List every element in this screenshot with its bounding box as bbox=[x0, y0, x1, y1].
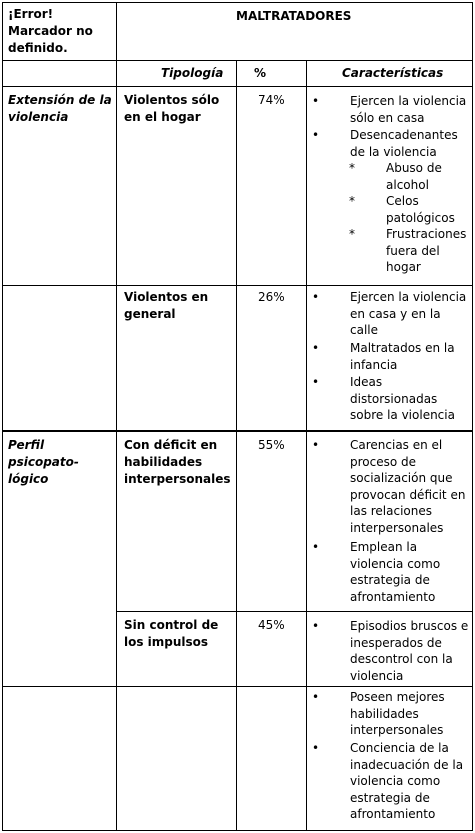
sub-item-text: Frustraciones fuera del hogar bbox=[386, 227, 467, 274]
list-item bbox=[310, 618, 472, 686]
caracteristicas-list bbox=[310, 689, 472, 825]
col-header-tipologia: Tipología bbox=[161, 66, 224, 80]
col-divider-3 bbox=[306, 60, 307, 831]
list-item bbox=[310, 93, 472, 127]
section-label-perfil: Perfil psicopato- lógico bbox=[8, 438, 79, 486]
section-divider bbox=[2, 430, 473, 432]
list-item bbox=[310, 437, 472, 539]
sub-item bbox=[310, 226, 472, 276]
caracteristicas-list bbox=[310, 437, 472, 607]
percent-cell: 45% bbox=[258, 618, 285, 632]
caracteristicas-list bbox=[310, 289, 472, 424]
col-header-caracteristicas: Características bbox=[342, 66, 444, 80]
tipologia-cell: Violentos sólo en el hogar bbox=[124, 93, 220, 124]
asterisk-icon: * bbox=[349, 161, 355, 175]
list-item bbox=[310, 289, 472, 340]
bullet-icon: • bbox=[312, 341, 320, 355]
list-item-text: Maltratados en la infancia bbox=[350, 341, 455, 372]
col-divider-1 bbox=[116, 2, 117, 831]
bullet-icon: • bbox=[312, 619, 320, 633]
subheader-divider bbox=[2, 86, 473, 87]
bullet-icon: • bbox=[312, 94, 320, 108]
list-item bbox=[310, 740, 472, 825]
tipologia-cell: Sin control de los impulsos bbox=[124, 618, 219, 649]
row-divider-2 bbox=[116, 611, 473, 612]
list-item-text: Ideas distorsionadas sobre la violencia bbox=[350, 375, 455, 422]
list-item-text: Carencias en el proceso de socialización que provocan déficit en las relaciones interpersonales bbox=[350, 438, 466, 535]
percent-cell: 26% bbox=[258, 290, 285, 304]
row-divider-1b bbox=[2, 285, 116, 286]
sub-item-text: Celos patológicos bbox=[386, 194, 455, 225]
bullet-icon: • bbox=[312, 128, 320, 142]
percent-cell: 74% bbox=[258, 93, 285, 107]
row-divider-3 bbox=[2, 686, 473, 687]
caracteristicas-list bbox=[310, 93, 472, 276]
list-item-text: Ejercen la violencia sólo en casa bbox=[350, 94, 467, 125]
bullet-icon: • bbox=[312, 375, 320, 389]
list-item-text: Desencadenantes de la violencia bbox=[350, 128, 458, 159]
asterisk-icon: * bbox=[349, 194, 355, 208]
list-item-text: Episodios bruscos e inesperados de descontrol con la violencia bbox=[350, 619, 469, 683]
error-bookmark-text: ¡Error! Marcador no definido. bbox=[8, 7, 93, 55]
list-item bbox=[310, 127, 472, 160]
list-item bbox=[310, 374, 472, 424]
section-label-extension: Extensión de la violencia bbox=[8, 93, 112, 124]
tipologia-cell: Con déficit en habilidades interpersonales bbox=[124, 438, 231, 486]
sub-item bbox=[310, 160, 472, 193]
col-header-percent: % bbox=[254, 66, 267, 80]
bullet-icon: • bbox=[312, 690, 320, 704]
table-title: MALTRATADORES bbox=[236, 9, 352, 23]
list-item-text: Conciencia de la inadecuación de la violencia como estrategia de afrontamiento bbox=[350, 741, 464, 821]
bullet-icon: • bbox=[312, 741, 320, 755]
header-divider bbox=[2, 60, 473, 61]
list-item bbox=[310, 689, 472, 740]
bullet-icon: • bbox=[312, 290, 320, 304]
asterisk-icon: * bbox=[349, 227, 355, 241]
list-item bbox=[310, 340, 472, 374]
bullet-icon: • bbox=[312, 438, 320, 452]
col-divider-2 bbox=[236, 60, 237, 831]
list-item-text: Ejercen la violencia en casa y en la calle bbox=[350, 290, 467, 337]
bullet-icon: • bbox=[312, 540, 320, 554]
list-item bbox=[310, 539, 472, 607]
list-item-text: Emplean la violencia como estrategia de afrontamiento bbox=[350, 540, 441, 604]
percent-cell: 55% bbox=[258, 438, 285, 452]
caracteristicas-list bbox=[310, 618, 472, 686]
list-item-text: Poseen mejores habilidades interpersonales bbox=[350, 690, 445, 737]
row-divider-1 bbox=[116, 285, 473, 286]
sub-item-text: Abuso de alcohol bbox=[386, 161, 442, 192]
sub-item bbox=[310, 193, 472, 226]
tipologia-cell: Violentos en general bbox=[124, 290, 209, 321]
